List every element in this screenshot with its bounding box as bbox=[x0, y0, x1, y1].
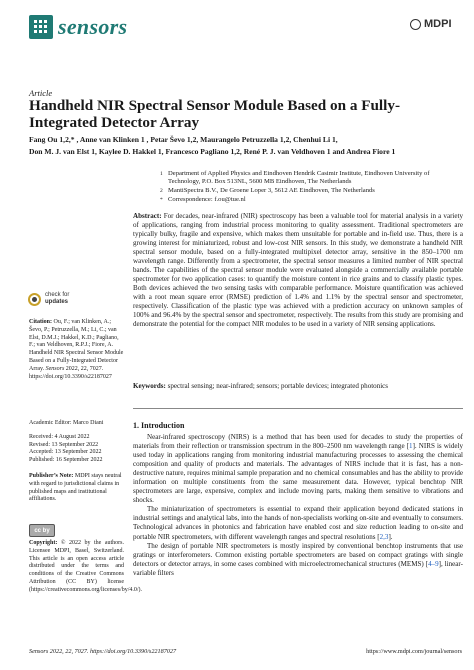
date-accepted: Accepted: 13 September 2022 bbox=[29, 449, 102, 456]
copyright-label: Copyright: bbox=[29, 540, 58, 546]
introduction-body bbox=[133, 433, 463, 578]
reference-link[interactable]: 4–9 bbox=[428, 559, 439, 568]
check-updates-label: check for updates bbox=[45, 292, 70, 305]
keywords bbox=[133, 382, 463, 391]
keywords-text: spectral sensing; near-infrared; sensors; portable devices; integrated photonics bbox=[167, 382, 389, 390]
publisher-logo[interactable] bbox=[410, 18, 452, 30]
affiliation-mark: 2 bbox=[160, 188, 163, 194]
check-for-updates-button[interactable] bbox=[28, 292, 69, 306]
paragraph bbox=[133, 505, 463, 541]
authors-line-1: Fang Ou 1,2,* , Anne van Klinken 1 , Petar Ševo 1,2, Maurangelo Petruzzella 1,2, Chenhui Li 1, bbox=[29, 135, 338, 144]
affiliation-text: Department of Applied Physics and Eindhoven Hendrik Casimir Institute, Eindhoven University of Technology, P.O. Box 513NL, 5600 MB Eindhoven, The Netherlands bbox=[168, 170, 430, 185]
paragraph bbox=[133, 542, 463, 578]
abstract-text: For decades, near-infrared (NIR) spectroscopy has been a valuable tool for material analysis in a variety of applications, ranging from industrial process monitoring to quality assessment. Traditional spectrometers are typically bulky, fragile and expensive, which makes them unsuitable for portable and in-field use. Thus, there is a growing interest for miniaturized, robust and low-cost NIR sensors. In this study, we demonstrate a handheld NIR spectral sensor module, based on a fully-integrated multipixel detector array, sensitive in the 850–1700 nm wavelength range. Differently from a spectrometer, the spectral sensor measures a limited number of NIR spectral bands. The capabilities of the spectral sensor module were evaluated alongside a commercially available portable spectrometer for two application cases: to quantify the moisture content in rice grains and to classify plastic types. Both devices achieved the two sensing tasks with comparable performance. Moisture quantification was achieved with a root mean square error (RMSE) prediction of 1.4% and 1.1% by the spectral sensor and spectrometer, respectively. Classification of the plastic type was achieved with a prediction accuracy on unknown samples of 100% and 96.4% by the spectral sensor and spectrometer, respectively. The results from this study are promising and demonstrate the potential for the compact NIR modules to be used in a variety of NIR sensing applications. bbox=[133, 212, 463, 329]
footer-journal-url[interactable]: https://www.mdpi.com/journal/sensors bbox=[366, 648, 462, 655]
abstract-label: Abstract: bbox=[133, 212, 162, 220]
paragraph bbox=[133, 433, 463, 505]
paragraph-text: ]. NIRS is widely used today in applications ranging from monitoring industrial manufacturing processes to assessing the chemical composition and quality of products and materials. The advantages of NIRS include that it is fast, has a non-destructive nature, requires minimal sample preparation and no chemical consumables and has the ability to provide information on multiple constituents from the same measurement data. However, typical benchtop NIR spectrometers are large, expensive, complex and include moving parts, making them sensitive to vibrations and shocks. bbox=[133, 442, 463, 505]
correspondence-email[interactable]: Correspondence: f.ou@tue.nl bbox=[168, 196, 246, 203]
keywords-label: Keywords: bbox=[133, 382, 166, 390]
citation-journal: Sensors bbox=[45, 365, 65, 372]
author-list bbox=[29, 134, 469, 158]
authors-line-2: Don M. J. van Elst 1, Kaylee D. Hakkel 1, Francesco Pagliano 1,2, René P. J. van Veldhoven 1 and Andrea Fiore 1 bbox=[29, 147, 396, 156]
cc-license-icon[interactable]: cc by bbox=[29, 524, 55, 537]
publisher-note bbox=[29, 473, 124, 504]
paragraph-text: The design of portable NIR spectrometers is mostly inspired by conventional benchtop instruments that use gratings or interferometers. Common existing portable spectrometers are based on compact gratings with single detectors or detector arrays, in some cases combined with microelectromechanical structures (MEMS) [ bbox=[133, 541, 463, 568]
date-received: Received: 4 August 2022 bbox=[29, 433, 90, 440]
paragraph-text: The miniaturization of spectrometers is essential to expand their application beyond dedicated stations in industrial settings and analytical labs, into the hands of non-specialists working on-site and eventually to consumers. Technological advances in photonics and fabrication have enabled cost and size reduction leading to on-site and portable NIR spectrometers, with different wavelength ranges and spectral resolutions [ bbox=[133, 505, 463, 541]
footer-citation: Sensors 2022, 22, 7027. https://doi.org/10.3390/s22187027 bbox=[29, 648, 177, 655]
affiliation-mark: * bbox=[160, 197, 163, 203]
date-revised: Revised: 13 September 2022 bbox=[29, 441, 99, 448]
paragraph-text: ], linear-variable filters bbox=[133, 559, 463, 577]
reference-link[interactable]: 1 bbox=[409, 442, 413, 451]
citation-doi[interactable]: 2022, 22, 7027. https://doi.org/10.3390/s22187027 bbox=[29, 365, 112, 380]
affiliation-item bbox=[160, 196, 460, 204]
article-dates bbox=[29, 420, 124, 465]
affiliation-text: MantiSpectra B.V., De Groene Loper 3, 5612 AE Eindhoven, The Netherlands bbox=[168, 187, 375, 194]
check-updates-icon bbox=[28, 293, 41, 306]
abstract bbox=[133, 212, 463, 329]
paragraph-text: Near-infrared spectroscopy (NIRS) is a method that has been used for decades to study the properties of materials from their reflection or transmission spectrum in the 800–2500 nm wavelength range [ bbox=[133, 433, 463, 451]
paragraph-text: ]. bbox=[388, 532, 393, 541]
publisher-name: MDPI bbox=[424, 18, 452, 30]
affiliation-mark: 1 bbox=[160, 171, 163, 177]
section-divider bbox=[133, 408, 463, 409]
section-heading-introduction: 1. Introduction bbox=[133, 421, 185, 430]
date-published: Published: 16 September 2022 bbox=[29, 457, 103, 464]
publisher-note-text: MDPI stays neutral with regard to jurisdictional claims in published maps and institutional affiliations. bbox=[29, 473, 122, 503]
affiliations bbox=[160, 170, 460, 205]
academic-editor: Academic Editor: Marco Diani bbox=[29, 420, 104, 426]
citation-label: Citation: bbox=[29, 319, 52, 325]
journal-name[interactable]: sensors bbox=[58, 14, 128, 39]
copyright-notice bbox=[29, 540, 143, 595]
copyright-text: © 2022 by the authors. Licensee MDPI, Basel, Switzerland. This article is an open access article distributed under the terms and conditions of the Creative Commons Attribution (CC BY) license (https://creativecommons.org/licenses/by/4.0/). bbox=[29, 540, 143, 593]
affiliation-item bbox=[160, 187, 460, 195]
page-footer bbox=[29, 648, 462, 655]
article-type: Article bbox=[29, 88, 53, 98]
article-title: Handheld NIR Spectral Sensor Module Based on a Fully-Integrated Detector Array bbox=[29, 97, 401, 131]
journal-logo-icon bbox=[29, 15, 53, 39]
citation-block bbox=[29, 319, 124, 381]
citation-text: Ou, F.; van Klinken, A.; Ševo, P.; Petruzzella, M.; Li, C.; van Elst, D.M.J.; Hakkel, K.D.; Pagliano, F.; van Veldhoven, R.P.J.; Fiore, A. Handheld NIR Spectral Sensor Module Based on a Fully-Integrated Detector Array. bbox=[29, 319, 124, 372]
mdpi-logo-icon bbox=[410, 19, 421, 30]
reference-link[interactable]: 2,3 bbox=[379, 532, 389, 541]
affiliation-item bbox=[160, 170, 460, 186]
publisher-note-label: Publisher’s Note: bbox=[29, 473, 74, 479]
